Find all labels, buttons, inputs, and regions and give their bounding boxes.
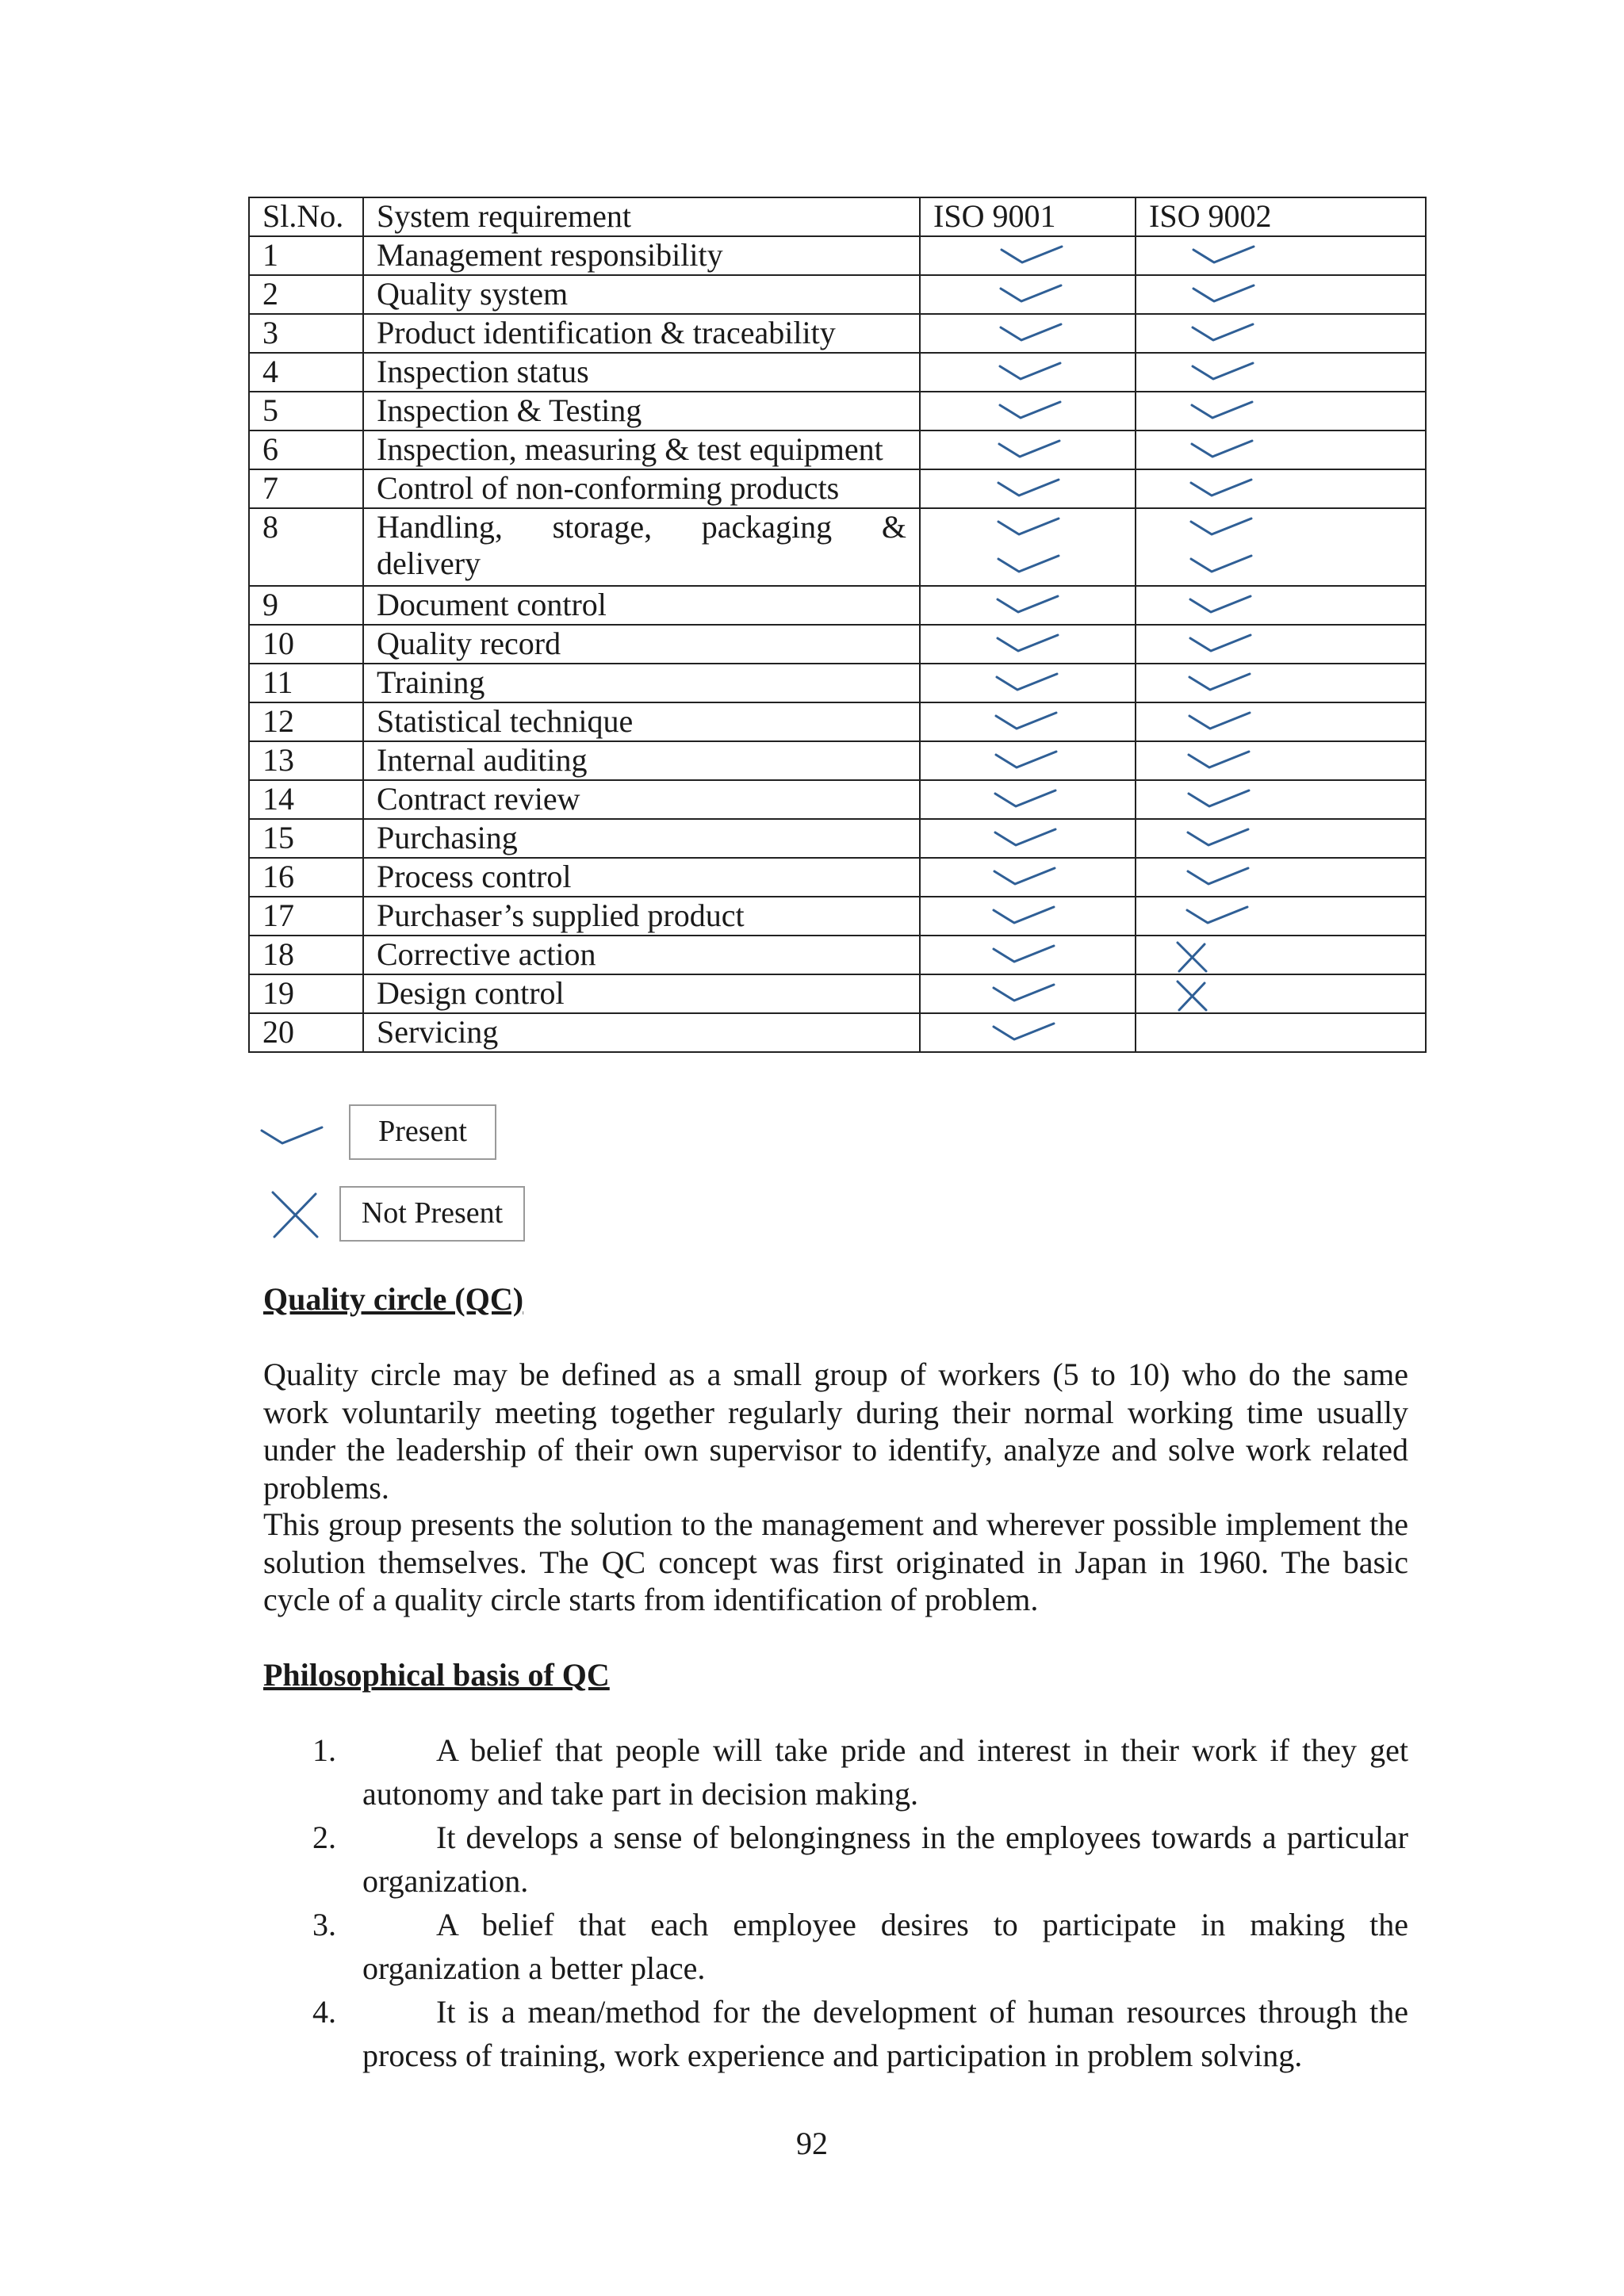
- check-mark-icon: [1186, 865, 1250, 889]
- check-mark-icon: [992, 904, 1055, 928]
- table-row: [249, 780, 1426, 819]
- row-number: 10: [249, 625, 363, 664]
- check-mark-icon: [993, 865, 1056, 889]
- check-mark-icon: [260, 1124, 324, 1148]
- requirement-line-2: delivery: [377, 545, 481, 581]
- row-number: 12: [249, 702, 363, 741]
- check-mark-icon: [992, 1020, 1055, 1044]
- list-item: [263, 1728, 1408, 1816]
- iso-9002-cell: [1136, 897, 1426, 936]
- row-requirement: Purchasing: [363, 819, 920, 858]
- row-number: 4: [249, 353, 363, 392]
- iso-9001-cell: [920, 469, 1136, 508]
- table-row: [249, 275, 1426, 314]
- row-requirement: [363, 508, 920, 586]
- table-row: [249, 469, 1426, 508]
- row-requirement: Statistical technique: [363, 702, 920, 741]
- quality-circle-paragraph-1: Quality circle may be defined as a small group of workers (5 to 10) who do the same work voluntarily meeting together regularly during their normal working time usually under the leadership of their own supervisor to identify, analyze and solve work related problems.: [263, 1357, 1408, 1506]
- iso-9001-cell: [920, 897, 1136, 936]
- iso-9002-cell: [1136, 236, 1426, 275]
- check-mark-icon: [1192, 282, 1255, 306]
- philosophical-basis-heading: Philosophical basis of QC: [263, 1657, 610, 1693]
- iso-9002-cell: [1136, 275, 1426, 314]
- iso-9001-cell: [920, 314, 1136, 353]
- list-number: 4.: [312, 1994, 336, 2030]
- check-mark-icon: [1189, 553, 1253, 576]
- iso-requirements-table: [248, 197, 1427, 1053]
- row-requirement: Quality record: [363, 625, 920, 664]
- check-mark-icon: [1191, 321, 1254, 345]
- row-requirement: Process control: [363, 858, 920, 897]
- list-item: [263, 1903, 1408, 1990]
- check-mark-icon: [998, 360, 1062, 384]
- iso-9002-cell: [1136, 625, 1426, 664]
- iso-9001-cell: [920, 625, 1136, 664]
- check-mark-icon: [997, 476, 1060, 500]
- table-row: [249, 897, 1426, 936]
- iso-9001-cell: [920, 1013, 1136, 1052]
- row-number: 18: [249, 936, 363, 974]
- check-mark-icon: [1189, 632, 1252, 656]
- cross-mark-icon: [1174, 939, 1209, 974]
- row-number: 11: [249, 664, 363, 702]
- row-requirement: Document control: [363, 586, 920, 625]
- row-number: 14: [249, 780, 363, 819]
- table-row: [249, 508, 1426, 586]
- row-number: 13: [249, 741, 363, 780]
- quality-circle-heading: Quality circle (QC): [263, 1281, 524, 1317]
- check-mark-icon: [1187, 787, 1251, 811]
- row-requirement: Management responsibility: [363, 236, 920, 275]
- table-row: [249, 314, 1426, 353]
- list-number: 1.: [312, 1732, 336, 1768]
- cross-mark-icon: [1174, 978, 1209, 1013]
- header-iso-9002: ISO 9002: [1136, 197, 1426, 236]
- iso-9001-cell: [920, 936, 1136, 974]
- row-requirement: Inspection status: [363, 353, 920, 392]
- iso-9002-cell: [1136, 508, 1426, 586]
- check-mark-icon: [992, 943, 1055, 966]
- check-mark-icon: [994, 787, 1057, 811]
- table-row: [249, 392, 1426, 430]
- requirement-line-1: [377, 509, 919, 545]
- table-row: [249, 936, 1426, 974]
- check-mark-icon: [996, 593, 1059, 617]
- iso-9002-cell: [1136, 741, 1426, 780]
- iso-9001-cell: [920, 430, 1136, 469]
- iso-9001-cell: [920, 353, 1136, 392]
- row-requirement: Inspection, measuring & test equipment: [363, 430, 920, 469]
- row-number: 6: [249, 430, 363, 469]
- iso-9002-cell: [1136, 819, 1426, 858]
- row-requirement: Quality system: [363, 275, 920, 314]
- iso-9002-cell: [1136, 936, 1426, 974]
- check-mark-icon: [1190, 399, 1254, 423]
- check-mark-icon: [1189, 515, 1253, 539]
- list-number: 3.: [312, 1907, 336, 1942]
- table-row: [249, 1013, 1426, 1052]
- row-number: 8: [249, 508, 363, 586]
- check-mark-icon: [999, 282, 1063, 306]
- legend-not-present-label: Not Present: [339, 1186, 525, 1242]
- check-mark-icon: [997, 515, 1060, 539]
- table-row: [249, 664, 1426, 702]
- table-row: [249, 586, 1426, 625]
- table-row: [249, 702, 1426, 741]
- iso-9002-cell: [1136, 353, 1426, 392]
- cross-mark-icon: [270, 1189, 320, 1240]
- table-row: [249, 741, 1426, 780]
- table-row: [249, 430, 1426, 469]
- iso-9001-cell: [920, 858, 1136, 897]
- requirement-word: &: [881, 509, 906, 545]
- row-requirement: Control of non-conforming products: [363, 469, 920, 508]
- iso-9002-cell: [1136, 469, 1426, 508]
- iso-9002-cell: [1136, 392, 1426, 430]
- table-row: [249, 353, 1426, 392]
- table-row: [249, 236, 1426, 275]
- check-mark-icon: [997, 553, 1060, 576]
- row-number: 1: [249, 236, 363, 275]
- row-number: 16: [249, 858, 363, 897]
- iso-9002-cell: [1136, 702, 1426, 741]
- list-item: [263, 1990, 1408, 2077]
- check-mark-icon: [1189, 593, 1252, 617]
- iso-9002-cell: [1136, 974, 1426, 1013]
- iso-9002-cell: [1136, 314, 1426, 353]
- iso-9001-cell: [920, 275, 1136, 314]
- requirement-word: packaging: [701, 509, 833, 545]
- header-sl-no: Sl.No.: [249, 197, 363, 236]
- row-number: 17: [249, 897, 363, 936]
- row-requirement: Corrective action: [363, 936, 920, 974]
- header-iso-9001: ISO 9001: [920, 197, 1136, 236]
- list-text: A belief that each employee desires to participate in making the organization a better place.: [362, 1907, 1408, 1986]
- iso-9002-cell: [1136, 780, 1426, 819]
- legend-present-label: Present: [349, 1104, 496, 1160]
- row-number: 15: [249, 819, 363, 858]
- row-number: 7: [249, 469, 363, 508]
- row-number: 2: [249, 275, 363, 314]
- check-mark-icon: [998, 399, 1062, 423]
- check-mark-icon: [994, 748, 1058, 772]
- page-number: 92: [796, 2126, 828, 2161]
- row-number: 19: [249, 974, 363, 1013]
- check-mark-icon: [992, 982, 1055, 1005]
- row-requirement: Internal auditing: [363, 741, 920, 780]
- iso-9001-cell: [920, 780, 1136, 819]
- iso-9001-cell: [920, 508, 1136, 586]
- quality-circle-paragraph-2: This group presents the solution to the management and wherever possible implement the solution themselves. The QC concept was first originated in Japan in 1960. The basic cycle of a quality circle starts from identification of problem.: [263, 1506, 1408, 1617]
- row-requirement: Product identification & traceability: [363, 314, 920, 353]
- table-row: [249, 974, 1426, 1013]
- iso-9002-cell: [1136, 430, 1426, 469]
- list-item: [263, 1816, 1408, 1903]
- check-mark-icon: [994, 826, 1057, 850]
- check-mark-icon: [998, 438, 1061, 461]
- list-number: 2.: [312, 1820, 336, 1855]
- check-mark-icon: [1188, 710, 1251, 733]
- requirement-word: Handling,: [377, 509, 503, 545]
- header-system-requirement: System requirement: [363, 197, 920, 236]
- check-mark-icon: [1185, 904, 1249, 928]
- row-number: 3: [249, 314, 363, 353]
- iso-9002-cell: [1136, 858, 1426, 897]
- row-number: 5: [249, 392, 363, 430]
- check-mark-icon: [1186, 826, 1250, 850]
- table-row: [249, 819, 1426, 858]
- row-requirement: Contract review: [363, 780, 920, 819]
- iso-9002-cell: [1136, 1013, 1426, 1052]
- table-header-row: [249, 197, 1426, 236]
- list-text: A belief that people will take pride and interest in their work if they get autonomy and take part in decision making.: [362, 1732, 1408, 1812]
- check-mark-icon: [1000, 243, 1063, 267]
- check-mark-icon: [1191, 360, 1254, 384]
- list-text: It is a mean/method for the development of human resources through the process of training, work experience and participation in problem solving.: [362, 1994, 1408, 2073]
- iso-9002-cell: [1136, 664, 1426, 702]
- iso-9001-cell: [920, 819, 1136, 858]
- check-mark-icon: [1189, 476, 1253, 500]
- iso-9001-cell: [920, 392, 1136, 430]
- philosophy-list: [263, 1728, 1408, 2077]
- iso-9001-cell: [920, 741, 1136, 780]
- check-mark-icon: [996, 632, 1059, 656]
- row-requirement: Design control: [363, 974, 920, 1013]
- table-row: [249, 625, 1426, 664]
- check-mark-icon: [995, 671, 1059, 695]
- row-requirement: Inspection & Testing: [363, 392, 920, 430]
- check-mark-icon: [999, 321, 1063, 345]
- check-mark-icon: [1188, 671, 1251, 695]
- iso-9002-cell: [1136, 586, 1426, 625]
- check-mark-icon: [994, 710, 1058, 733]
- iso-9001-cell: [920, 236, 1136, 275]
- iso-9001-cell: [920, 702, 1136, 741]
- row-number: 9: [249, 586, 363, 625]
- check-mark-icon: [1192, 243, 1255, 267]
- iso-9001-cell: [920, 664, 1136, 702]
- iso-9001-cell: [920, 586, 1136, 625]
- row-requirement: Training: [363, 664, 920, 702]
- row-requirement: Servicing: [363, 1013, 920, 1052]
- list-text: It develops a sense of belongingness in the employees towards a particular organization.: [362, 1820, 1408, 1899]
- row-requirement: Purchaser’s supplied product: [363, 897, 920, 936]
- check-mark-icon: [1187, 748, 1251, 772]
- table-row: [249, 858, 1426, 897]
- check-mark-icon: [1190, 438, 1254, 461]
- requirement-word: storage,: [552, 509, 653, 545]
- row-number: 20: [249, 1013, 363, 1052]
- iso-9001-cell: [920, 974, 1136, 1013]
